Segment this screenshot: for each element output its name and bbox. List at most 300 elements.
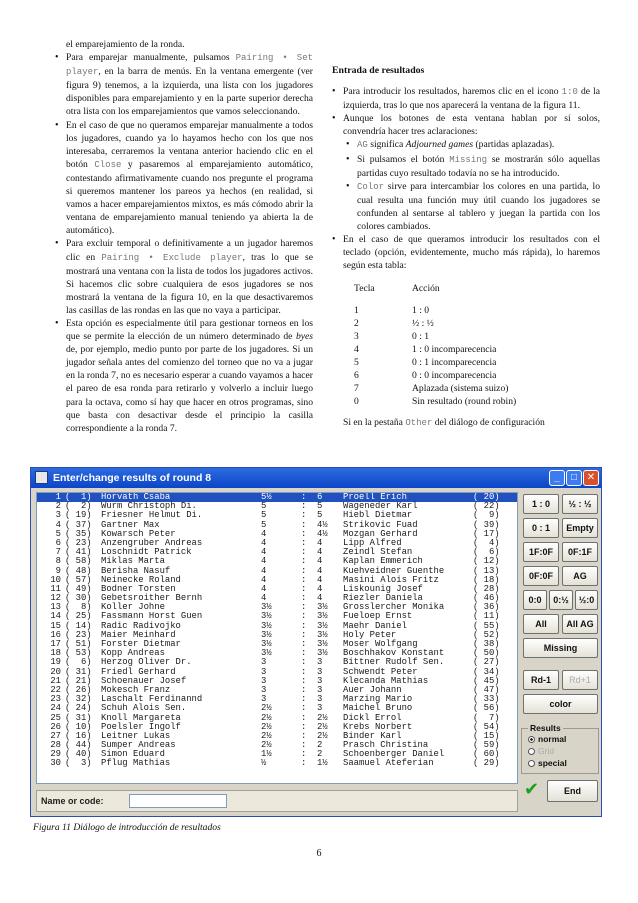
black-score: 4 bbox=[317, 547, 323, 558]
white-player: Herzog Oliver Dr. bbox=[101, 657, 192, 668]
board-number: 27 bbox=[50, 730, 61, 741]
black-score: 5 bbox=[317, 501, 323, 512]
black-rank: ( 28) bbox=[473, 583, 500, 594]
white-score: 2½ bbox=[261, 712, 272, 723]
maximize-icon[interactable]: □ bbox=[566, 470, 582, 486]
black-score: 4½ bbox=[317, 528, 328, 539]
icon-name-1-0: 1:0 bbox=[561, 87, 578, 98]
black-rank: ( 45) bbox=[473, 675, 500, 686]
separator: : bbox=[301, 565, 307, 576]
code-missing: Missing bbox=[449, 154, 488, 165]
black-player: Kaplan Emmerich bbox=[343, 556, 423, 567]
white-rank: ( 37) bbox=[65, 519, 92, 530]
radio-special[interactable] bbox=[528, 758, 567, 769]
radio-grid bbox=[528, 746, 554, 757]
white-rank: ( 23) bbox=[65, 629, 92, 640]
white-rank: ( 25) bbox=[65, 611, 92, 622]
black-score: 4 bbox=[317, 574, 323, 585]
black-score: 3½ bbox=[317, 611, 328, 622]
black-player: Lipp Alfred bbox=[343, 537, 402, 548]
board-number: 19 bbox=[50, 657, 61, 668]
text: En el caso de que queramos introducir los resultados con el teclado (opción, evidentemente, mucho más rápida), lo haremos según esta tabla: bbox=[343, 234, 600, 272]
btn-black-wins[interactable]: 0 : 1 bbox=[523, 518, 559, 538]
close-icon[interactable]: ✕ bbox=[583, 470, 599, 486]
black-player: Moser Wolfgang bbox=[343, 639, 418, 649]
btn-empty[interactable]: Empty bbox=[562, 518, 598, 538]
black-score: 3 bbox=[317, 657, 323, 668]
black-score: 4 bbox=[317, 593, 323, 604]
emphasis-adjourned: Adjourned games bbox=[405, 139, 474, 151]
separator: : bbox=[301, 501, 307, 512]
separator: : bbox=[301, 740, 307, 751]
key-cell: 5 bbox=[354, 356, 359, 368]
black-player: Proell Erich bbox=[343, 492, 407, 502]
black-score: 5 bbox=[317, 510, 323, 521]
white-rank: ( 14) bbox=[65, 620, 92, 631]
white-score: 3½ bbox=[261, 611, 272, 622]
board-number: 2 bbox=[55, 501, 61, 512]
white-score: 5½ bbox=[261, 492, 272, 502]
separator: : bbox=[301, 694, 307, 705]
action-cell: 0 : 1 incomparecencia bbox=[412, 356, 497, 368]
board-number: 17 bbox=[50, 639, 61, 649]
separator: : bbox=[301, 574, 307, 585]
black-score: 4 bbox=[317, 556, 323, 567]
white-rank: ( 30) bbox=[65, 593, 92, 604]
board-number: 1 bbox=[55, 492, 61, 502]
separator: : bbox=[301, 583, 307, 594]
text: Esta opción es especialmente útil para gestionar torneos en los que se permite la elección de un número determinado de bbox=[66, 317, 313, 343]
radio-selected-icon bbox=[528, 736, 535, 743]
white-score: 3 bbox=[261, 675, 267, 686]
btn-forfeit-white[interactable]: 1F:0F bbox=[523, 542, 559, 562]
white-player: Wurm Christoph Di. bbox=[101, 501, 197, 512]
board-number: 21 bbox=[50, 675, 61, 686]
white-score: 1½ bbox=[261, 749, 272, 760]
results-group-label: Results bbox=[530, 723, 561, 733]
key-table-row bbox=[354, 317, 516, 330]
separator: : bbox=[301, 684, 307, 695]
key-cell: 7 bbox=[354, 382, 359, 394]
white-rank: ( 40) bbox=[65, 749, 92, 760]
black-rank: ( 52) bbox=[473, 629, 500, 640]
black-player: Mozgan Gerhard bbox=[343, 528, 418, 539]
black-score: 1½ bbox=[317, 758, 328, 769]
btn-white-wins[interactable]: 1 : 0 bbox=[523, 494, 559, 514]
bullet-exclude-player bbox=[55, 237, 313, 317]
btn-double-forfeit[interactable]: 0F:0F bbox=[523, 566, 559, 586]
board-number: 3 bbox=[55, 510, 61, 521]
white-rank: ( 49) bbox=[65, 583, 92, 594]
name-code-input[interactable] bbox=[129, 794, 227, 808]
white-score: 3 bbox=[261, 657, 267, 668]
black-rank: ( 20) bbox=[473, 492, 500, 502]
black-rank: ( 12) bbox=[473, 556, 500, 567]
key-table-row bbox=[354, 356, 516, 369]
white-score: 3½ bbox=[261, 620, 272, 631]
board-number: 16 bbox=[50, 629, 61, 640]
black-player: Wageneder Karl bbox=[343, 501, 418, 512]
board-number: 14 bbox=[50, 611, 61, 622]
white-score: 3½ bbox=[261, 648, 272, 659]
black-player: Maehr Daniel bbox=[343, 620, 407, 631]
board-number: 18 bbox=[50, 648, 61, 659]
board-number: 10 bbox=[50, 574, 61, 585]
white-player: Pflug Mathias bbox=[101, 758, 171, 769]
pairings-list[interactable] bbox=[36, 492, 518, 784]
black-score: 4 bbox=[317, 537, 323, 548]
board-number: 13 bbox=[50, 602, 61, 613]
pairing-row[interactable] bbox=[37, 759, 517, 768]
board-number: 4 bbox=[55, 519, 61, 530]
bullet-keyboard bbox=[332, 233, 600, 272]
white-player: Horvath Csaba bbox=[101, 492, 171, 502]
board-number: 9 bbox=[55, 565, 61, 576]
dialog-titlebar[interactable] bbox=[31, 468, 601, 488]
white-player: Berisha Nasuf bbox=[101, 565, 171, 576]
separator: : bbox=[301, 547, 307, 558]
white-player: Schuh Alois Sen. bbox=[101, 703, 187, 714]
radio-normal[interactable] bbox=[528, 734, 566, 745]
white-score: ½ bbox=[261, 758, 267, 769]
board-number: 28 bbox=[50, 740, 61, 751]
white-score: 2½ bbox=[261, 730, 272, 741]
board-number: 30 bbox=[50, 758, 61, 769]
black-rank: ( 11) bbox=[473, 611, 500, 622]
text: , tras lo que se mostrará una ventana con la lista de todos los jugadores activos. Si hacemos clic sobre cualquiera de esos jugadores se nos mostrará la ventana de la figura 10, en la que desactivaremos las casillas de las rondas en las que no vaya a participar. bbox=[66, 251, 314, 316]
black-rank: ( 46) bbox=[473, 593, 500, 604]
black-rank: ( 22) bbox=[473, 501, 500, 512]
white-score: 4 bbox=[261, 537, 267, 548]
black-player: Bittner Rudolf Sen. bbox=[343, 657, 445, 668]
black-score: 2½ bbox=[317, 712, 328, 723]
white-player: Neinecke Roland bbox=[101, 574, 181, 585]
minimize-icon[interactable]: _ bbox=[549, 470, 565, 486]
white-rank: ( 21) bbox=[65, 675, 92, 686]
board-number: 11 bbox=[50, 583, 61, 594]
black-score: 3 bbox=[317, 675, 323, 686]
text: Para excluir temporal o definitivamente a un jugador haremos clic en bbox=[66, 238, 313, 263]
btn-draw[interactable]: ½ : ½ bbox=[562, 494, 598, 514]
text: del diálogo de configuración bbox=[432, 416, 545, 428]
black-score: 3½ bbox=[317, 629, 328, 640]
intro-continuation: el emparejamiento de la ronda. bbox=[66, 39, 185, 50]
board-number: 23 bbox=[50, 694, 61, 705]
radio-empty-icon bbox=[528, 760, 535, 767]
white-rank: ( 3) bbox=[65, 758, 92, 769]
white-player: Kopp Andreas bbox=[101, 648, 165, 659]
black-player: Prasch Christina bbox=[343, 740, 429, 751]
key-table-row bbox=[354, 395, 516, 408]
white-rank: ( 53) bbox=[65, 648, 92, 659]
separator: : bbox=[301, 730, 307, 741]
white-player: Friesner Helmut Di. bbox=[101, 510, 203, 521]
black-rank: ( 13) bbox=[473, 565, 500, 576]
white-rank: ( 31) bbox=[65, 666, 92, 677]
white-player: Miklas Marta bbox=[101, 556, 165, 567]
black-player: Saamuel Ateferian bbox=[343, 758, 434, 769]
key-cell: 1 bbox=[354, 304, 359, 316]
btn-zero-half[interactable]: 0:½ bbox=[549, 590, 573, 610]
black-rank: ( 36) bbox=[473, 602, 500, 613]
white-score: 3 bbox=[261, 666, 267, 677]
separator: : bbox=[301, 519, 307, 530]
separator: : bbox=[301, 703, 307, 714]
btn-color[interactable]: color bbox=[523, 694, 598, 714]
black-player: Auer Johann bbox=[343, 684, 402, 695]
separator: : bbox=[301, 611, 307, 622]
left-column bbox=[55, 38, 313, 435]
bullet-partial-manual bbox=[55, 119, 313, 238]
white-rank: ( 6) bbox=[65, 657, 92, 668]
menu-path-pairing-set-player: Pairing • Set player bbox=[66, 53, 313, 78]
separator: : bbox=[301, 666, 307, 677]
white-score: 4 bbox=[261, 556, 267, 567]
text: Aunque los botones de esta ventana hablan por sí solos, convendría hacer tres aclaraciones: bbox=[343, 113, 600, 138]
black-score: 3½ bbox=[317, 648, 328, 659]
separator: : bbox=[301, 758, 307, 769]
black-rank: ( 9) bbox=[473, 510, 500, 521]
code-other: Other bbox=[405, 417, 433, 428]
white-rank: ( 1) bbox=[65, 492, 92, 502]
black-score: 3½ bbox=[317, 639, 328, 649]
black-player: Masini Alois Fritz bbox=[343, 574, 439, 585]
btn-end[interactable]: End bbox=[547, 780, 598, 802]
key-cell: 4 bbox=[354, 343, 359, 355]
white-player: Laschalt Ferdinannd bbox=[101, 694, 203, 705]
button-name-close: Close bbox=[94, 159, 122, 170]
key-cell: 6 bbox=[354, 369, 359, 381]
black-score: 2½ bbox=[317, 730, 328, 741]
board-number: 15 bbox=[50, 620, 61, 631]
bullet-byes bbox=[55, 317, 313, 435]
black-player: Liskounig Josef bbox=[343, 583, 423, 594]
results-dialog bbox=[30, 467, 602, 817]
sub-bullet-ag bbox=[346, 138, 600, 152]
action-cell: Sin resultado (round robin) bbox=[412, 395, 517, 407]
white-score: 4 bbox=[261, 528, 267, 539]
black-score: 2 bbox=[317, 740, 323, 751]
black-player: Schwendt Peter bbox=[343, 666, 418, 677]
white-player: Knoll Margareta bbox=[101, 712, 181, 723]
black-rank: ( 29) bbox=[473, 758, 500, 769]
white-score: 5 bbox=[261, 510, 267, 521]
white-rank: ( 16) bbox=[65, 730, 92, 741]
separator: : bbox=[301, 602, 307, 613]
white-player: Sumper Andreas bbox=[101, 740, 176, 751]
figure-caption: Figura 11 Diálogo de introducción de resultados bbox=[33, 822, 221, 833]
white-rank: ( 2) bbox=[65, 501, 92, 512]
black-score: 3 bbox=[317, 684, 323, 695]
white-player: Friedl Gerhard bbox=[101, 666, 176, 677]
white-rank: ( 57) bbox=[65, 574, 92, 585]
btn-zero-zero[interactable]: 0:0 bbox=[523, 590, 547, 610]
btn-adjourned[interactable]: AG bbox=[562, 566, 598, 586]
white-rank: ( 10) bbox=[65, 721, 92, 732]
btn-all[interactable]: All bbox=[523, 614, 559, 634]
white-player: Radic Radivojko bbox=[101, 620, 181, 631]
text: En el caso de que no queramos emparejar manualmente a todos los jugadores, cuando ya lo hayamos hecho con los que nos interesaba, cerraremos la ventana anterior haciendo clic en el botón bbox=[66, 119, 313, 170]
key-cell: 0 bbox=[354, 395, 359, 407]
key-cell: 2 bbox=[354, 317, 359, 329]
radio-label: Grid bbox=[538, 746, 555, 756]
black-rank: ( 27) bbox=[473, 657, 500, 668]
white-player: Schoenauer Josef bbox=[101, 675, 187, 686]
black-rank: ( 56) bbox=[473, 703, 500, 714]
name-code-bar bbox=[36, 790, 518, 812]
header-key: Tecla bbox=[354, 283, 375, 295]
board-number: 24 bbox=[50, 703, 61, 714]
key-table-row bbox=[354, 343, 516, 356]
black-score: 3 bbox=[317, 666, 323, 677]
board-number: 29 bbox=[50, 749, 61, 760]
white-player: Koller Johne bbox=[101, 602, 165, 613]
black-player: Maichel Bruno bbox=[343, 703, 413, 714]
black-score: 2½ bbox=[317, 721, 328, 732]
white-rank: ( 58) bbox=[65, 556, 92, 567]
menu-path-exclude-player: Pairing • Exclude player bbox=[101, 252, 243, 263]
white-player: Gebetsroither Bernh bbox=[101, 593, 203, 604]
white-player: Loschnidt Patrick bbox=[101, 547, 192, 558]
btn-forfeit-black[interactable]: 0F:1F bbox=[562, 542, 598, 562]
black-score: 4½ bbox=[317, 519, 328, 530]
white-player: Fassmann Horst Guen bbox=[101, 611, 203, 622]
text: de la izquierda, tras lo que nos aparecerá la ventana de la figura 11. bbox=[343, 86, 600, 112]
key-table-body bbox=[354, 304, 516, 408]
board-number: 26 bbox=[50, 721, 61, 732]
white-rank: ( 51) bbox=[65, 639, 92, 649]
action-cell: 1 : 0 incomparecencia bbox=[412, 343, 497, 355]
black-score: 6 bbox=[317, 492, 323, 502]
black-rank: ( 60) bbox=[473, 749, 500, 760]
white-score: 4 bbox=[261, 583, 267, 594]
action-cell: ½ : ½ bbox=[412, 317, 434, 329]
separator: : bbox=[301, 721, 307, 732]
black-rank: ( 7) bbox=[473, 712, 500, 723]
radio-label: normal bbox=[538, 734, 567, 744]
btn-half-zero[interactable]: ½:0 bbox=[575, 590, 598, 610]
separator: : bbox=[301, 639, 307, 649]
btn-all-ag[interactable]: All AG bbox=[562, 614, 598, 634]
text: (partidas aplazadas). bbox=[473, 139, 555, 151]
white-score: 5 bbox=[261, 519, 267, 530]
separator: : bbox=[301, 510, 307, 521]
code-color: Color bbox=[357, 181, 385, 192]
action-cell: 0 : 0 incomparecencia bbox=[412, 369, 497, 381]
btn-next-round: Rd+1 bbox=[562, 670, 598, 690]
text: se mostrarán sólo aquellas partidas cuyo resultado todavía no se ha introducido. bbox=[357, 153, 600, 179]
white-rank: ( 44) bbox=[65, 740, 92, 751]
separator: : bbox=[301, 675, 307, 686]
white-rank: ( 31) bbox=[65, 712, 92, 723]
closing-paragraph bbox=[332, 416, 600, 430]
black-rank: ( 47) bbox=[473, 684, 500, 695]
black-player: Strikovic Fuad bbox=[343, 519, 418, 530]
radio-label: special bbox=[538, 758, 567, 768]
black-score: 3 bbox=[317, 703, 323, 714]
black-rank: ( 54) bbox=[473, 721, 500, 732]
white-score: 4 bbox=[261, 547, 267, 558]
black-rank: ( 15) bbox=[473, 730, 500, 741]
white-score: 3 bbox=[261, 684, 267, 695]
left-bullet-list bbox=[55, 51, 313, 435]
board-number: 20 bbox=[50, 666, 61, 677]
white-score: 2½ bbox=[261, 703, 272, 714]
black-player: Binder Karl bbox=[343, 730, 402, 741]
text: y pasaremos al emparejamiento automático, contestando afirmativamente cuando nos pregunte el programa si queremos mantener los pareos ya hechos (en realidad, si vamos a hacer emparejamientos mixtos, es más cómodo abrir la ventana de emparejamiento manual teniendo ya abierta la de automático). bbox=[66, 158, 313, 237]
section-heading: Entrada de resultados bbox=[332, 65, 425, 76]
black-player: Boschhakov Konstant bbox=[343, 648, 445, 659]
checkmark-icon: ✔ bbox=[524, 779, 540, 799]
white-score: 4 bbox=[261, 593, 267, 604]
bullet-manual-pairing bbox=[55, 51, 313, 118]
black-score: 3 bbox=[317, 694, 323, 705]
separator: : bbox=[301, 528, 307, 539]
right-bullet-list bbox=[332, 85, 600, 272]
spacer bbox=[332, 38, 600, 52]
black-player: Zeindl Stefan bbox=[343, 547, 413, 558]
black-score: 4 bbox=[317, 583, 323, 594]
black-player: Riezler Daniela bbox=[343, 593, 423, 604]
white-rank: ( 24) bbox=[65, 703, 92, 714]
black-rank: ( 4) bbox=[473, 537, 500, 548]
black-player: Grosslercher Monika bbox=[343, 602, 445, 613]
white-player: Simon Eduard bbox=[101, 749, 165, 760]
btn-prev-round[interactable]: Rd-1 bbox=[523, 670, 559, 690]
black-score: 4 bbox=[317, 565, 323, 576]
board-number: 12 bbox=[50, 593, 61, 604]
black-player: Klecanda Mathias bbox=[343, 675, 429, 686]
black-rank: ( 34) bbox=[473, 666, 500, 677]
emphasis-byes: byes bbox=[295, 331, 313, 343]
white-score: 4 bbox=[261, 565, 267, 576]
code-ag: AG bbox=[357, 140, 368, 151]
board-number: 6 bbox=[55, 537, 61, 548]
black-player: Krebs Norbert bbox=[343, 721, 413, 732]
radio-empty-icon bbox=[528, 748, 535, 755]
key-table bbox=[354, 282, 516, 407]
header-action: Acción bbox=[412, 283, 440, 295]
white-player: Leitner Lukas bbox=[101, 730, 171, 741]
black-player: Fueloep Ernst bbox=[343, 611, 413, 622]
black-player: Schoenberger Daniel bbox=[343, 749, 445, 760]
btn-missing[interactable]: Missing bbox=[523, 638, 598, 658]
black-rank: ( 18) bbox=[473, 574, 500, 585]
black-player: Dickl Errol bbox=[343, 712, 402, 723]
black-rank: ( 50) bbox=[473, 648, 500, 659]
white-rank: ( 41) bbox=[65, 547, 92, 558]
black-rank: ( 6) bbox=[473, 547, 500, 558]
name-code-label: Name or code: bbox=[41, 796, 104, 806]
sub-bullet-missing bbox=[346, 153, 600, 180]
separator: : bbox=[301, 648, 307, 659]
text: , en la barra de menús. En la ventana emergente (ver figura 9) tenemos, a la izquierda, una lista con los jugadores disponibles para emparejamiento y en la parte superior derecha otra lista con los emparejamientos que vamos seleccionando. bbox=[66, 66, 313, 118]
key-table-row bbox=[354, 369, 516, 382]
key-cell: 3 bbox=[354, 330, 359, 342]
black-score: 3½ bbox=[317, 602, 328, 613]
dialog-title: Enter/change results of round 8 bbox=[53, 472, 212, 484]
action-cell: 0 : 1 bbox=[412, 330, 430, 342]
black-score: 3½ bbox=[317, 620, 328, 631]
black-rank: ( 38) bbox=[473, 639, 500, 649]
separator: : bbox=[301, 629, 307, 640]
separator: : bbox=[301, 492, 307, 502]
black-rank: ( 55) bbox=[473, 620, 500, 631]
black-rank: ( 59) bbox=[473, 740, 500, 751]
key-table-row bbox=[354, 382, 516, 395]
text: Para introducir los resultados, haremos clic en el icono bbox=[343, 86, 562, 98]
action-cell: 1 : 0 bbox=[412, 304, 430, 316]
